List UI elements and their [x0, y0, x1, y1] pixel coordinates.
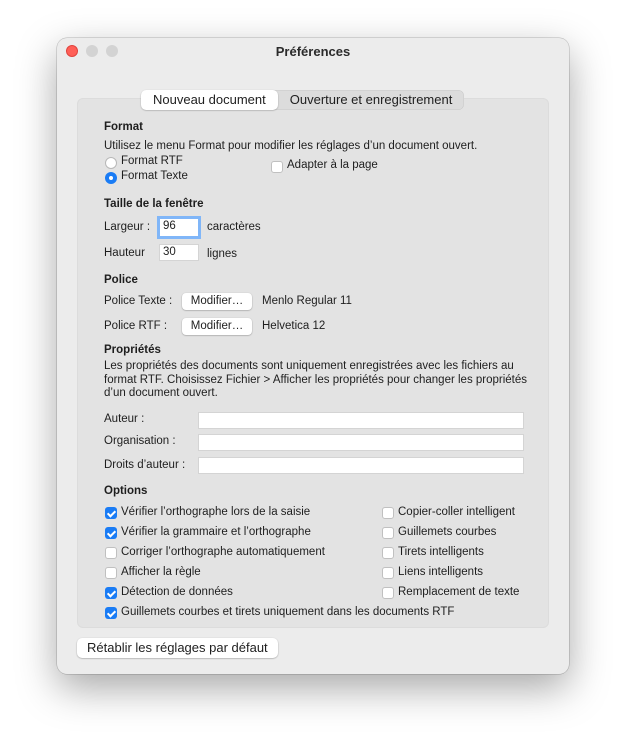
height-label: Hauteur: [104, 247, 145, 259]
fit-page-label: Adapter à la page: [287, 159, 378, 171]
format-rtf-radio[interactable]: [105, 157, 117, 169]
window-title: Préférences: [275, 44, 351, 59]
spell-check-checkbox[interactable]: [105, 507, 117, 519]
tab-bar: [141, 90, 464, 110]
show-ruler-checkbox[interactable]: [105, 567, 117, 579]
window-size-heading: Taille de la fenêtre: [104, 198, 204, 210]
format-text-radio[interactable]: [105, 172, 117, 184]
organization-label: Organisation :: [104, 435, 176, 447]
height-field[interactable]: 30: [159, 244, 199, 261]
author-field[interactable]: [198, 412, 524, 429]
option-label: Remplacement de texte: [398, 586, 520, 598]
smart-links-checkbox[interactable]: [382, 567, 394, 579]
option-label: Détection de données: [121, 586, 233, 598]
text-replacement-checkbox[interactable]: [382, 587, 394, 599]
option-label: Vérifier la grammaire et l’orthographe: [121, 526, 311, 538]
format-description: Utilisez le menu Format pour modifier les réglages d’un document ouvert.: [104, 140, 478, 152]
rtf-font-value: Helvetica 12: [262, 320, 326, 332]
height-unit: lignes: [207, 248, 238, 260]
smart-dashes-checkbox[interactable]: [382, 547, 394, 559]
text-font-label: Police Texte :: [104, 295, 173, 307]
autocorrect-checkbox[interactable]: [105, 547, 117, 559]
text-font-value: Menlo Regular 11: [262, 295, 352, 307]
option-label: Corriger l’orthographe automatiquement: [121, 546, 325, 558]
option-label: Guillemets courbes: [398, 526, 497, 538]
tab-new-document[interactable]: Nouveau document: [141, 90, 278, 110]
properties-description: Les propriétés des documents sont uniquement enregistrées avec les fichiers au format RTF. Choisissez Fichier > Afficher les propriétés pour changer les propriétés d’un document ouvert.: [104, 360, 528, 399]
option-label: Vérifier l’orthographe lors de la saisie: [121, 506, 311, 518]
grammar-check-checkbox[interactable]: [105, 527, 117, 539]
width-field[interactable]: 96: [160, 219, 198, 236]
width-label: Largeur :: [104, 221, 151, 233]
option-label: Tirets intelligents: [398, 546, 484, 558]
modify-rtf-font-button[interactable]: Modifier…: [182, 318, 252, 335]
option-label: Liens intelligents: [398, 566, 484, 578]
rtf-font-label: Police RTF :: [104, 320, 168, 332]
format-rtf-label: Format RTF: [121, 155, 183, 167]
properties-heading: Propriétés: [104, 344, 161, 356]
options-heading: Options: [104, 485, 148, 497]
format-text-label: Format Texte: [121, 170, 188, 182]
format-heading: Format: [104, 121, 143, 133]
copyright-field[interactable]: [198, 457, 524, 474]
author-label: Auteur :: [104, 413, 145, 425]
smart-copy-paste-checkbox[interactable]: [382, 507, 394, 519]
tab-open-save[interactable]: Ouverture et enregistrement: [289, 92, 453, 107]
reset-defaults-button[interactable]: Rétablir les réglages par défaut: [77, 638, 278, 658]
option-label: Guillemets courbes et tirets uniquement dans les documents RTF: [121, 606, 455, 618]
fit-page-checkbox[interactable]: [271, 161, 283, 173]
width-unit: caractères: [207, 221, 261, 233]
data-detection-checkbox[interactable]: [105, 587, 117, 599]
title-bar: [57, 38, 569, 66]
smart-quotes-checkbox[interactable]: [382, 527, 394, 539]
preferences-window: [57, 38, 569, 674]
modify-text-font-button[interactable]: Modifier…: [182, 293, 252, 310]
option-label: Afficher la règle: [121, 566, 201, 578]
rtf-only-checkbox[interactable]: [105, 607, 117, 619]
option-label: Copier-coller intelligent: [398, 506, 515, 518]
copyright-label: Droits d’auteur :: [104, 459, 186, 471]
font-heading: Police: [104, 274, 138, 286]
organization-field[interactable]: [198, 434, 524, 451]
